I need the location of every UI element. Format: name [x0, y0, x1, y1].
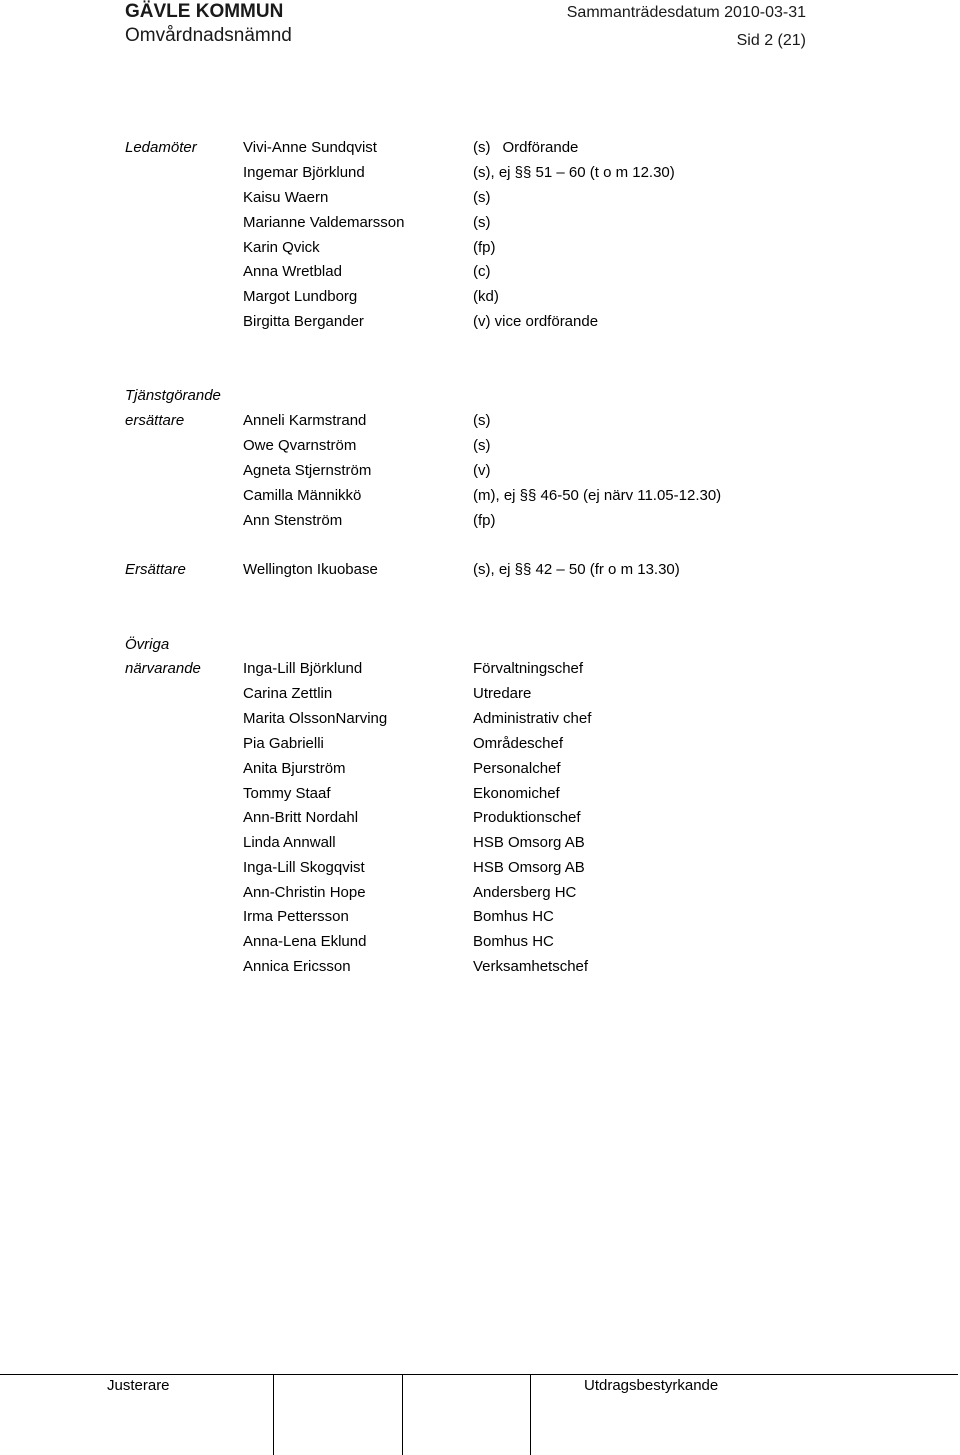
member-name: Annica Ericsson — [243, 958, 351, 975]
member-name: Inga-Lill Skogqvist — [243, 859, 365, 876]
list-item — [0, 784, 960, 809]
member-note: (fp) — [473, 239, 496, 256]
list-item — [0, 659, 960, 684]
member-title: HSB Omsorg AB — [473, 859, 585, 876]
member-note: (s) — [473, 412, 491, 429]
section-label: Övriga — [125, 636, 170, 653]
list-item — [0, 808, 960, 833]
member-name: Tommy Staaf — [243, 785, 331, 802]
member-note: (v) vice ordförande — [473, 313, 599, 330]
member-name: Birgitta Bergander — [243, 313, 364, 330]
section-label: Tjänstgörande — [125, 387, 221, 404]
section-label: närvarande — [125, 660, 201, 677]
member-name: Ann-Britt Nordahl — [243, 809, 359, 826]
list-item — [0, 213, 960, 238]
list-item — [0, 287, 960, 312]
member-title: Utredare — [473, 685, 532, 702]
member-note: (fp) — [473, 512, 496, 529]
member-name: Anna-Lena Eklund — [243, 933, 367, 950]
member-title: Produktionschef — [473, 809, 581, 826]
member-name: Pia Gabrielli — [243, 735, 324, 752]
member-role: Ordförande — [502, 139, 579, 156]
signature-box-divider — [530, 1375, 531, 1455]
list-item — [0, 486, 960, 511]
member-name: Inga-Lill Björklund — [243, 660, 363, 677]
member-note: (m), ej §§ 46-50 (ej närv 11.05-12.30) — [473, 487, 722, 504]
list-item — [0, 138, 960, 163]
member-name: Anna Wretblad — [243, 263, 342, 280]
member-name: Ingemar Björklund — [243, 164, 365, 181]
member-title: Områdeschef — [473, 735, 564, 752]
member-note: (c) — [473, 263, 491, 280]
signature-box-divider — [273, 1375, 274, 1455]
member-name: Anita Bjurström — [243, 760, 346, 777]
member-name: Linda Annwall — [243, 834, 336, 851]
list-item — [0, 957, 960, 982]
member-name: Carina Zettlin — [243, 685, 333, 702]
list-item — [0, 312, 960, 337]
member-name: Camilla Männikkö — [243, 487, 362, 504]
justerare-label: Justerare — [107, 1377, 170, 1394]
list-item — [0, 238, 960, 263]
member-note: (s), ej §§ 51 – 60 (t o m 12.30) — [473, 164, 675, 181]
member-name: Owe Qvarnström — [243, 437, 357, 454]
member-note: (s) Ordförande — [473, 139, 579, 156]
member-name: Ann-Christin Hope — [243, 884, 366, 901]
member-title: HSB Omsorg AB — [473, 834, 585, 851]
list-item — [0, 511, 960, 536]
section-label: Ersättare — [125, 561, 186, 578]
member-name: Anneli Karmstrand — [243, 412, 367, 429]
member-note: (kd) — [473, 288, 499, 305]
list-item — [0, 436, 960, 461]
list-item — [0, 883, 960, 908]
list-item — [0, 262, 960, 287]
list-item — [0, 907, 960, 932]
list-item — [0, 163, 960, 188]
member-name: Karin Qvick — [243, 239, 320, 256]
member-title: Bomhus HC — [473, 933, 554, 950]
member-name: Ann Stenström — [243, 512, 343, 529]
footer-divider — [0, 1374, 958, 1375]
organization-name: GÄVLE KOMMUN — [125, 1, 284, 22]
member-title: Personalchef — [473, 760, 561, 777]
list-item — [0, 411, 960, 436]
department-name: Omvårdnadsnämnd — [125, 25, 292, 46]
member-title: Ekonomichef — [473, 785, 560, 802]
list-item — [0, 833, 960, 858]
member-name: Margot Lundborg — [243, 288, 358, 305]
section-label: ersättare — [125, 412, 185, 429]
list-item — [0, 858, 960, 883]
member-note: (v) — [473, 462, 491, 479]
list-item — [0, 734, 960, 759]
member-name: Wellington Ikuobase — [243, 561, 378, 578]
member-note: (s) — [473, 437, 491, 454]
utdragsbestyrkande-label: Utdragsbestyrkande — [584, 1377, 719, 1394]
section-label-row — [0, 386, 960, 411]
list-item — [0, 684, 960, 709]
member-note: (s) — [473, 189, 491, 206]
list-item — [0, 188, 960, 213]
member-title: Administrativ chef — [473, 710, 592, 727]
member-name: Marianne Valdemarsson — [243, 214, 405, 231]
member-note: (s), ej §§ 42 – 50 (fr o m 13.30) — [473, 561, 680, 578]
section-label-row — [0, 635, 960, 660]
member-name: Marita OlssonNarving — [243, 710, 388, 727]
member-title: Bomhus HC — [473, 908, 554, 925]
member-name: Vivi-Anne Sundqvist — [243, 139, 377, 156]
list-item — [0, 461, 960, 486]
page-number: Sid 2 (21) — [736, 32, 806, 49]
member-name: Agneta Stjernström — [243, 462, 372, 479]
meeting-date: Sammanträdesdatum 2010-03-31 — [566, 4, 806, 21]
member-name: Kaisu Waern — [243, 189, 329, 206]
member-title: Andersberg HC — [473, 884, 577, 901]
list-item — [0, 709, 960, 734]
signature-box-divider — [402, 1375, 403, 1455]
list-item — [0, 560, 960, 585]
member-title: Verksamhetschef — [473, 958, 589, 975]
list-item — [0, 759, 960, 784]
list-item — [0, 932, 960, 957]
member-name: Irma Pettersson — [243, 908, 349, 925]
member-note: (s) — [473, 214, 491, 231]
section-label: Ledamöter — [125, 139, 197, 156]
member-title: Förvaltningschef — [473, 660, 584, 677]
